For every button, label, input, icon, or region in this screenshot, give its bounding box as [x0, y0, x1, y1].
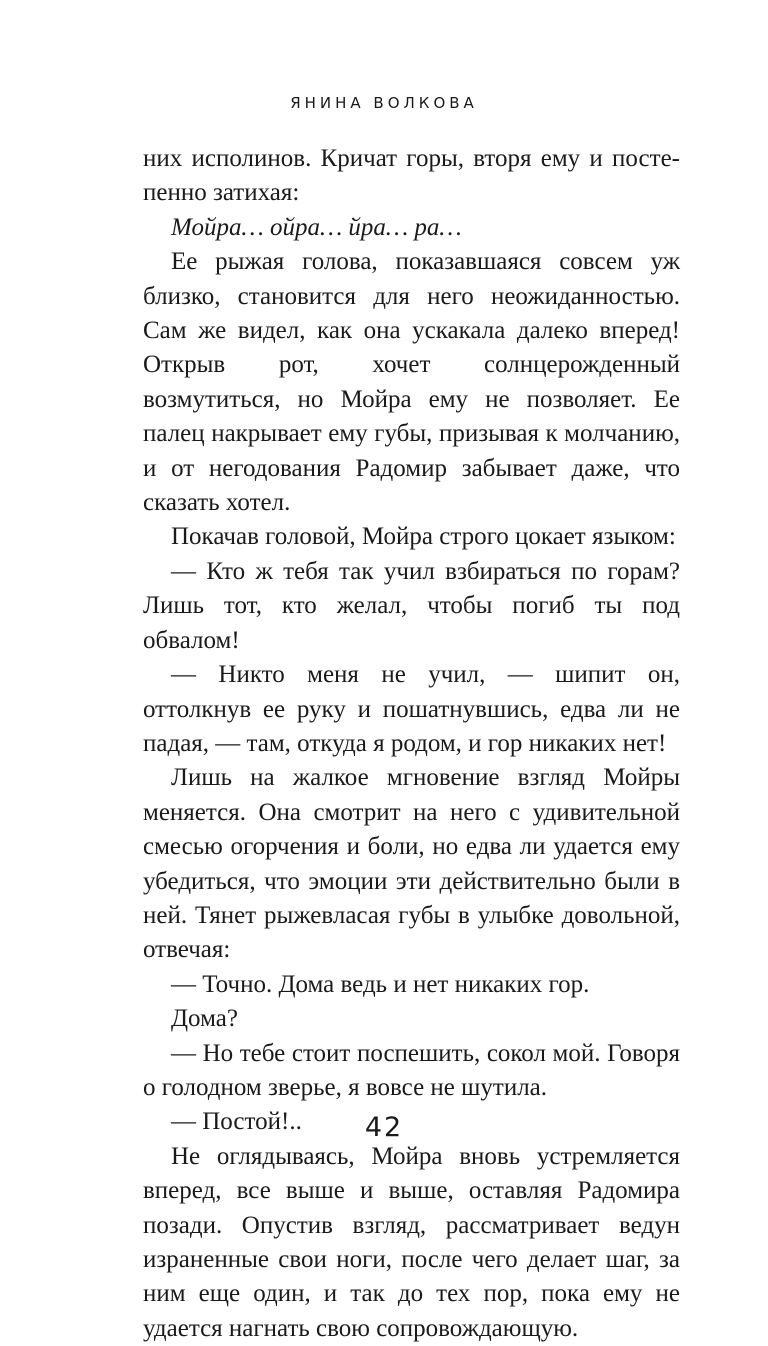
- paragraph-9: Дома?: [171, 1005, 238, 1033]
- paragraph-11-dialogue: — Постой!..: [171, 1108, 302, 1136]
- paragraph-7: Лишь на жалкое мгновение взгляд Мойры меняется. Она смотрит на него с удивительной смесью огорчения и боли, но едва ли удается ему убедиться, что эмоции эти действительно были в ней. Тянет рыжевласая губы в улыбке довольной, отвечая:: [143, 764, 680, 964]
- paragraph-10-dialogue: — Но тебе стоит поспешить, сокол мой. Говоря о голодном зверье, я вовсе не шутила.: [143, 1039, 680, 1101]
- paragraph-1: них исполинов. Кричат горы, вторя ему и постепенно затихая:: [143, 145, 680, 207]
- paragraph-5-dialogue: — Кто ж тебя так учил взбираться по горам? Лишь тот, кто желал, чтобы погиб ты под обвалом!: [143, 557, 680, 654]
- paragraph-6-dialogue: — Никто меня не учил, — шипит он, оттолкнув ее руку и пошатнувшись, едва ли не падая, — там, откуда я родом, и гор никаких нет!: [143, 661, 680, 757]
- body-text: [143, 142, 680, 1346]
- paragraph-8-dialogue: — Точно. Дома ведь и нет никаких гор.: [171, 970, 590, 998]
- paragraph-4: Покачав головой, Мойра строго цокает языком:: [171, 523, 676, 551]
- paragraph-3: Ее рыжая голова, показавшаяся совсем уж близко, становится для него неожиданностью. Сам же видел, как она ускакала далеко вперед! Открыв рот, хочет солнцерожденный возмутиться, но Мойра ему не позволяет. Ее палец накрывает ему губы, призывая к молчанию, и от негодования Радомир забывает даже, что сказать хотел.: [143, 248, 680, 517]
- paragraph-12: Не оглядываясь, Мойра вновь устремляется вперед, все выше и выше, оставляя Радомира позади. Опустив взгляд, рассматривает ведун израненные свои ноги, после чего делает шаг, за ним еще один, и так до тех пор, пока ему не удается нагнать свою сопровождающую.: [143, 1142, 680, 1342]
- running-head-author: ЯНИНА ВОЛКОВА: [290, 94, 478, 112]
- paragraph-2-echo: Мойра… ойра… йра… ра…: [171, 213, 462, 241]
- page-number: 42: [364, 1112, 404, 1143]
